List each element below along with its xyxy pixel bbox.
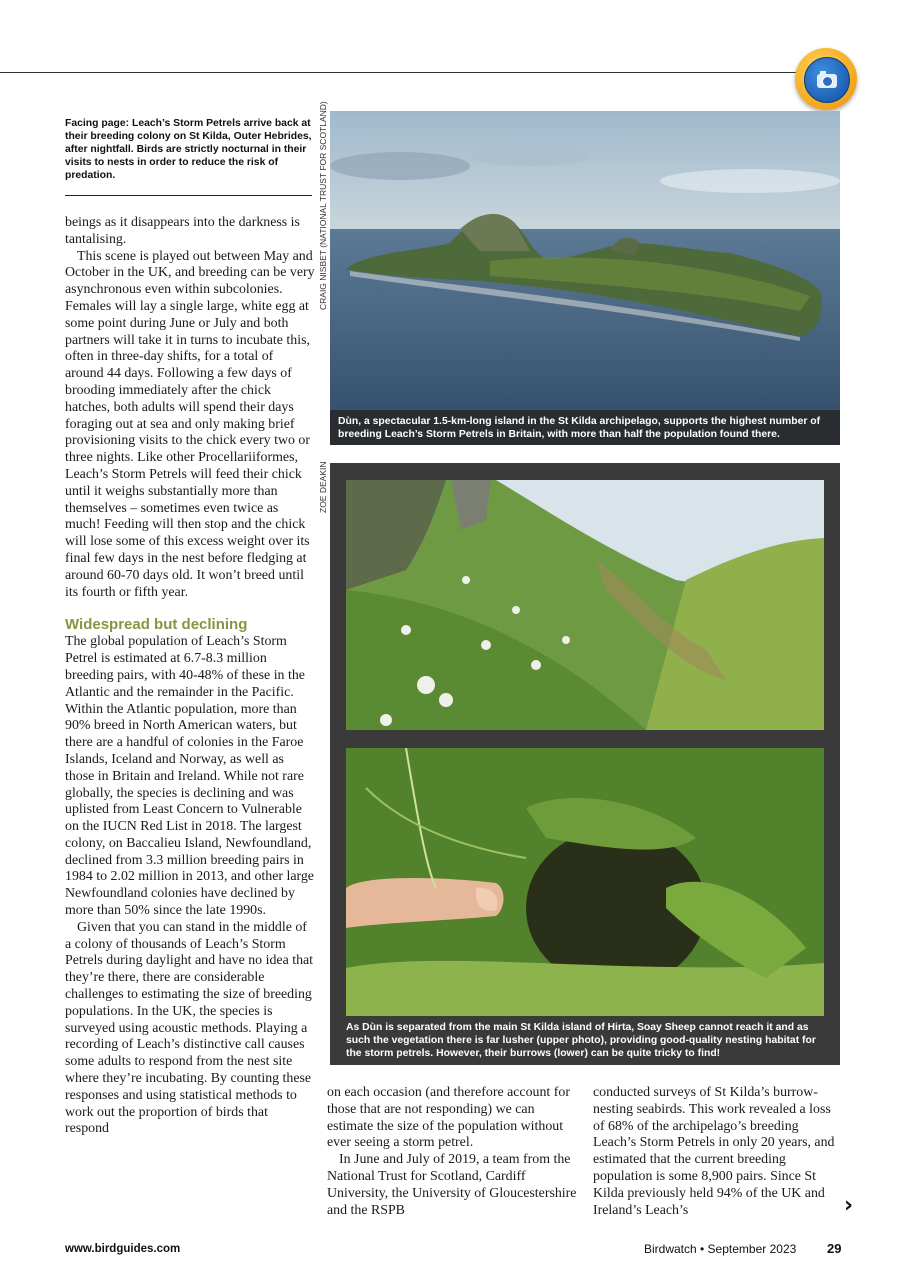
section-subhead: Widespread but declining [65, 616, 248, 634]
photo-caption: Dùn, a spectacular 1.5-km-long island in the St Kilda archipelago, supports the highest number of breeding Leach’s Storm Petrels in Britain, with more than half the population found there. [330, 410, 840, 445]
photo-dun-island [330, 111, 840, 445]
article-column-left [65, 215, 315, 1138]
paragraph: conducted surveys of St Kilda’s burrow-nesting seabirds. This work revealed a loss of 68% of the archipelago’s breeding Leach’s Storm Petrels in only 20 years, and estimated that the current breeding population is some 8,900 pairs. Since St Kilda previously held 94% of the UK and Ireland’s Leach’s [593, 1085, 835, 1218]
footer-magazine-issue: Birdwatch • September 2023 [644, 1242, 797, 1256]
photo-lush-slope [346, 480, 824, 730]
camera-icon [804, 57, 850, 103]
photo-credit: ZOE DEAKIN [318, 461, 328, 513]
photo-burrow [346, 748, 824, 1016]
header-rule [0, 72, 800, 73]
photo-feature-badge [795, 48, 857, 110]
facing-page-caption: Facing page: Leach’s Storm Petrels arrive back at their breeding colony on St Kilda, Outer Hebrides, after nightfall. Birds are strictly nocturnal in their visits to nests in order to reduce the risk of predation. [65, 118, 312, 181]
caption-rule [65, 195, 312, 196]
page-number: 29 [827, 1241, 842, 1256]
grassy-slope-image [346, 480, 824, 730]
paragraph: In June and July of 2019, a team from the National Trust for Scotland, Cardiff University, the University of Gloucestershire and the RSPB [327, 1152, 577, 1218]
paragraph: on each occasion (and therefore account for those that are not responding) we can estimate the size of the population without ever seeing a storm petrel. [327, 1085, 570, 1151]
photo-credit: CRAIG NISBET (NATIONAL TRUST FOR SCOTLAND) [318, 101, 328, 310]
paragraph: Given that you can stand in the middle of a colony of thousands of Leach’s Storm Petrels during daylight and have no idea that they’re there, there are considerable challenges to estimating the size of breeding populations. In the UK, the species is surveyed using acoustic methods. Playing a recording of Leach’s distinctive call causes some adults to respond from the nest site where they’re incubating. By counting these responses and using statistical methods to work out the proportion of birds that respond [65, 919, 314, 1137]
paragraph: This scene is played out between May and October in the UK, and breeding can be very asynchronous even within subcolonies. Females will lay a single large, white egg at some point during June or July and both partners will take it in turns to incubate this, often in three-day shifts, for a total of around 44 days. Following a few days of brooding immediately after the chick hatches, both adults will spend their days foraging out at sea and only making brief provisioning visits to the chick every two or three nights. Like other Procellariiformes, Leach’s Storm Petrels will feed their chick until it weighs substantially more than themselves – sometimes even twice as much! Feeding will then stop and the chick will lose some of this excess weight over its final few days in the nest before fledging at around 60-70 days old. It won’t breed until its fourth or fifth year. [65, 248, 315, 600]
paragraph: beings as it disappears into the darkness is tantalising. [65, 215, 300, 247]
burrow-grass-image [346, 748, 824, 1016]
article-column-middle [327, 1085, 579, 1219]
footer-website: www.birdguides.com [65, 1243, 181, 1255]
article-column-right [593, 1085, 839, 1219]
photo-caption: As Dùn is separated from the main St Kilda island of Hirta, Soay Sheep cannot reach it and as such the vegetation there is far lusher (upper photo), providing good-quality nesting habitat for the storm petrels. However, their burrows (lower) can be quite tricky to find! [346, 1022, 816, 1059]
paragraph: The global population of Leach’s Storm Petrel is estimated at 6.7-8.3 million breeding pairs, with 40-48% of these in the Atlantic and the remainder in the Pacific. Within the Atlantic population, more than 90% breed in North American waters, but there are a handful of colonies in the Faroe Islands, Iceland and Norway, as well as those in Britain and Ireland. While not rare globally, the species is declining and was uplisted from Least Concern to Vulnerable on the IUCN Red List in 2018. The largest colony, on Baccalieu Island, Newfoundland, declined from 3.3 million breeding pairs in 1984 to 2.02 million in 2013, and other large Newfoundland colonies have declined by more than 50% since the late 1990s. [65, 634, 314, 919]
island-seascape-image [330, 111, 840, 445]
continue-chevron-icon: › [844, 1193, 854, 1218]
photo-panel-vegetation [330, 463, 840, 1065]
